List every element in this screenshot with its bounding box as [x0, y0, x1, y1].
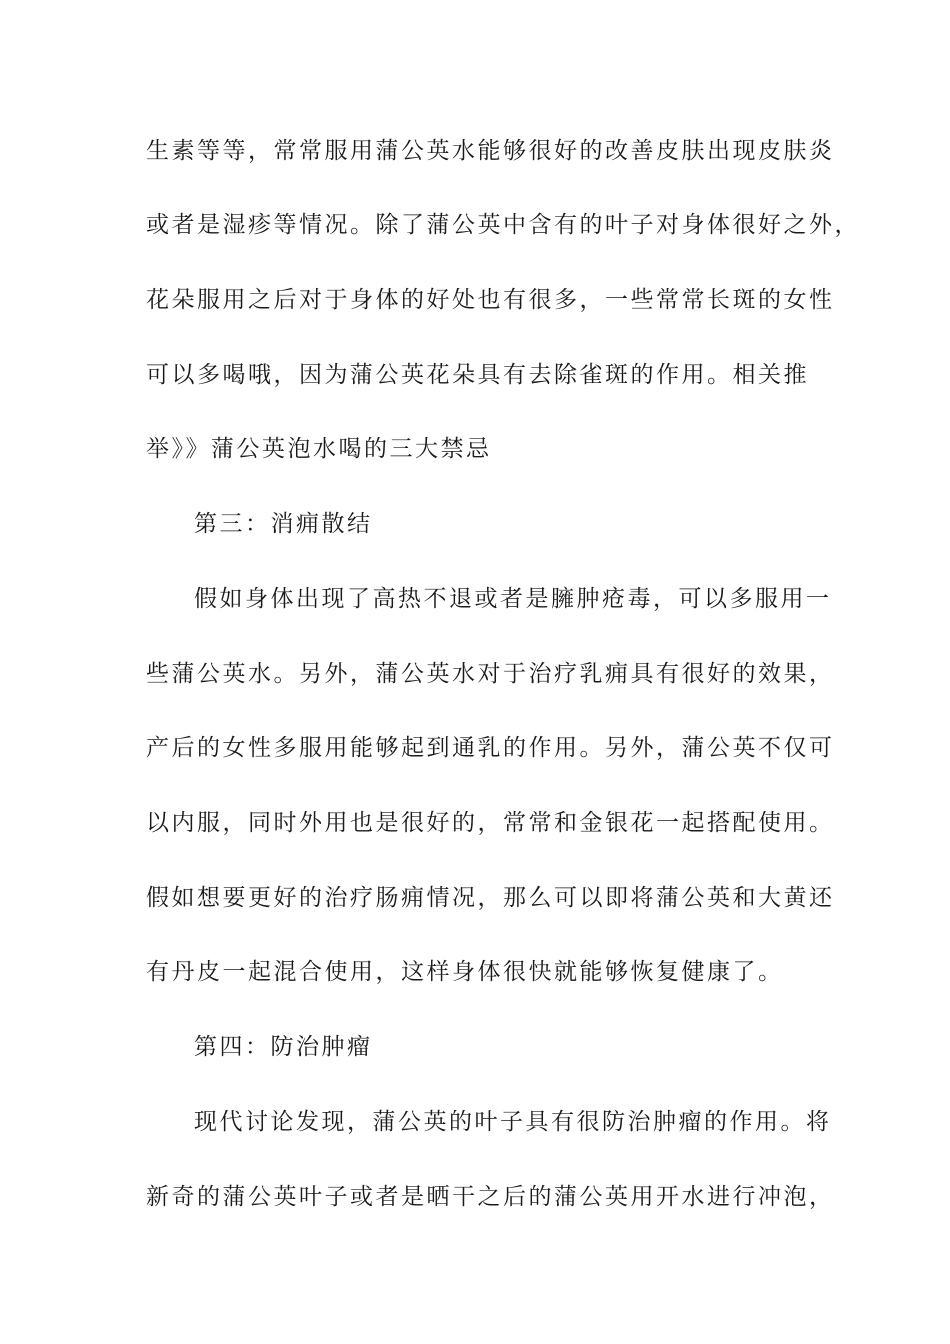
paragraph-line: 花朵服用之后对于身体的好处也有很多，一些常常长斑的女性: [146, 287, 835, 313]
section-heading: 第三：消痈散结: [194, 511, 373, 537]
paragraph-line: 生素等等，常常服用蒲公英水能够很好的改善皮肤出现皮肤炎: [146, 138, 835, 164]
paragraph-line: 些蒲公英水。另外，蒲公英水对于治疗乳痈具有很好的效果，: [146, 661, 835, 687]
paragraph-line: 产后的女性多服用能够起到通乳的作用。另外，蒲公英不仅可: [146, 735, 835, 761]
paragraph-line: 可以多喝哦，因为蒲公英花朵具有去除雀斑的作用。相关推: [146, 362, 809, 388]
paragraph-line: 或者是湿疹等情况。除了蒲公英中含有的叶子对身体很好之外，: [146, 212, 860, 238]
paragraph-line: 举》》蒲公英泡水喝的三大禁忌: [146, 436, 492, 462]
paragraph-line: 假如想要更好的治疗肠痈情况，那么可以即将蒲公英和大黄还: [146, 885, 835, 911]
paragraph-line: 现代讨论发现，蒲公英的叶子具有很防治肿瘤的作用。将: [194, 1109, 832, 1135]
paragraph-line: 以内服，同时外用也是很好的，常常和金银花一起搭配使用。: [146, 810, 835, 836]
paragraph-line: 假如身体出现了高热不退或者是臃肿疮毒，可以多服用一: [194, 586, 832, 612]
paragraph-line: 有丹皮一起混合使用，这样身体很快就能够恢复健康了。: [146, 959, 784, 985]
paragraph-line: 新奇的蒲公英叶子或者是晒干之后的蒲公英用开水进行冲泡，: [146, 1184, 835, 1210]
section-heading: 第四：防治肿瘤: [194, 1034, 373, 1060]
